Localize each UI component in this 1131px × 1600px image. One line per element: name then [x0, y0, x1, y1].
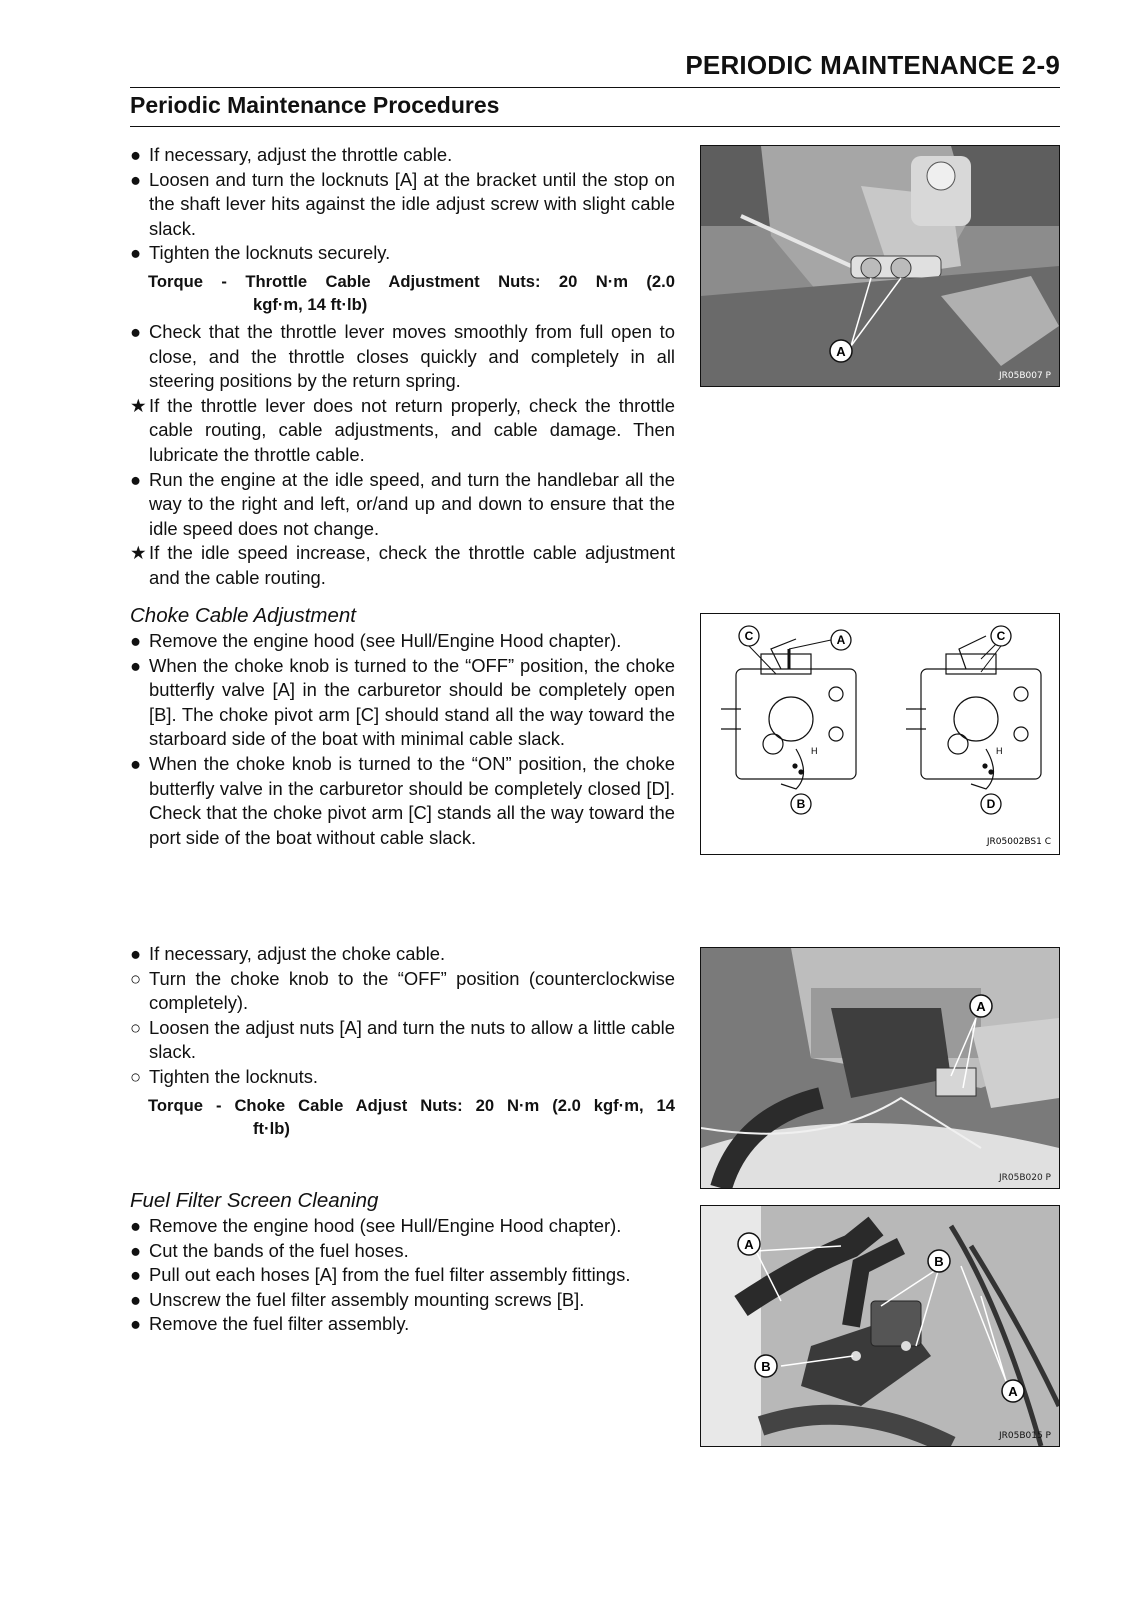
fuel-section [130, 1188, 675, 1337]
list-item: ● Loosen and turn the locknuts [A] at the bracket until the stop on the shaft lever hits against the idle adjust screw with slight cable slack. [130, 168, 675, 239]
choke-section [130, 603, 675, 850]
bullet-marker: ● [130, 468, 142, 490]
list-item: ○ Tighten the locknuts. [130, 1065, 675, 1090]
callout-a: A [836, 633, 846, 647]
callout-b: B [934, 1254, 944, 1269]
h-mark: H [996, 746, 1003, 756]
bullet-marker: ● [130, 144, 142, 165]
callout-b: B [796, 797, 806, 811]
bullet-marker: ● [130, 1264, 142, 1286]
list-item: ● If necessary, adjust the choke cable. [130, 942, 675, 967]
callout-a: A [836, 344, 846, 359]
choke-adjust-section [130, 942, 675, 1144]
torque-spec: Torque - Throttle Cable Adjustment Nuts: 20 N·m (2.0 kgf·m, 14 ft·lb) [148, 271, 675, 314]
list-item: ● Run the engine at the idle speed, and turn the handlebar all the way to the right and left, or/and up and down to ensure that the idle speed does not change. [130, 468, 675, 539]
bullet-marker: ● [130, 752, 142, 774]
list-item: ● Unscrew the fuel filter assembly mounting screws [B]. [130, 1288, 675, 1313]
bullet-marker: ● [130, 654, 142, 676]
page-number: PERIODIC MAINTENANCE 2-9 [685, 50, 1060, 80]
list-item: ● Check that the throttle lever moves smoothly from full open to close, and the throttle closes quickly and completely in all steering positions by the return spring. [130, 320, 675, 392]
callout-c: C [744, 629, 754, 643]
star-marker: ★ [130, 394, 147, 416]
list-item: ● If necessary, adjust the throttle cable. [130, 143, 675, 168]
list-item: ● Cut the bands of the fuel hoses. [130, 1239, 675, 1264]
bullet-marker: ● [130, 1288, 142, 1310]
circle-marker: ○ [130, 967, 142, 989]
bullet-marker: ● [130, 320, 142, 342]
list-item: ● When the choke knob is turned to the “OFF” position, the choke butterfly valve [A] in the carburetor should be completely open [B]. The choke pivot arm [C] should stand all the way toward the starboard side of the boat with minimal cable slack. [130, 654, 675, 750]
fuel-filter-photo [700, 1205, 1060, 1447]
callout-c: C [996, 629, 1006, 643]
callout-d: D [986, 797, 996, 811]
list-item: ★ If the idle speed increase, check the throttle cable adjustment and the cable routing. [130, 542, 675, 588]
callout-a: A [1008, 1384, 1018, 1399]
bullet-marker: ● [130, 1313, 142, 1335]
bullet-marker: ● [130, 1215, 142, 1236]
callout-a: A [744, 1237, 754, 1252]
header-rule [130, 87, 1060, 88]
choke-adjust-nut-photo [700, 947, 1060, 1189]
callout-a: A [976, 999, 986, 1014]
callout-b: B [761, 1359, 771, 1374]
throttle-locknut-photo [700, 145, 1060, 387]
fuel-heading: Fuel Filter Screen Cleaning [130, 1189, 379, 1212]
list-item: ★ If the throttle lever does not return properly, check the throttle cable routing, cable adjustments, and cable damage. Then lubricate the throttle cable. [130, 394, 675, 465]
h-mark: H [811, 746, 818, 756]
list-item: ● Remove the fuel filter assembly. [130, 1312, 675, 1337]
list-item: ● When the choke knob is turned to the “ON” position, the choke butterfly valve in the carburetor should be completely closed [D]. Check that the choke pivot arm [C] stands all the way toward the port side of the boat without cable slack. [130, 752, 675, 848]
list-item: ○ Turn the choke knob to the “OFF” position (counterclockwise completely). [130, 967, 675, 1014]
figure-code: JR05002BS1 C [986, 837, 1051, 847]
list-item: ● Remove the engine hood (see Hull/Engine Hood chapter). [130, 629, 675, 654]
figure-code: JR05B015 P [998, 1431, 1051, 1441]
section-rule [130, 126, 1060, 127]
choke-carburetor-diagram [700, 613, 1060, 855]
list-item: ● Tighten the locknuts securely. [130, 241, 675, 266]
star-marker: ★ [130, 542, 147, 564]
bullet-marker: ● [130, 168, 142, 190]
bullet-marker: ● [130, 1239, 142, 1261]
circle-marker: ○ [130, 1065, 142, 1087]
bullet-marker: ● [130, 943, 142, 964]
figure-code: JR05B007 P [998, 371, 1051, 381]
choke-heading: Choke Cable Adjustment [130, 604, 357, 627]
list-item: ● Remove the engine hood (see Hull/Engine Hood chapter). [130, 1214, 675, 1239]
circle-marker: ○ [130, 1016, 142, 1038]
figure-code: JR05B020 P [998, 1173, 1051, 1183]
bullet-marker: ● [130, 242, 142, 264]
throttle-section [130, 143, 675, 591]
bullet-marker: ● [130, 630, 142, 651]
section-title: Periodic Maintenance Procedures [130, 92, 500, 118]
list-item: ○ Loosen the adjust nuts [A] and turn the nuts to allow a little cable slack. [130, 1016, 675, 1063]
list-item: ● Pull out each hoses [A] from the fuel filter assembly fittings. [130, 1263, 675, 1288]
torque-spec: Torque - Choke Cable Adjust Nuts: 20 N·m (2.0 kgf·m, 14 ft·lb) [148, 1095, 675, 1138]
